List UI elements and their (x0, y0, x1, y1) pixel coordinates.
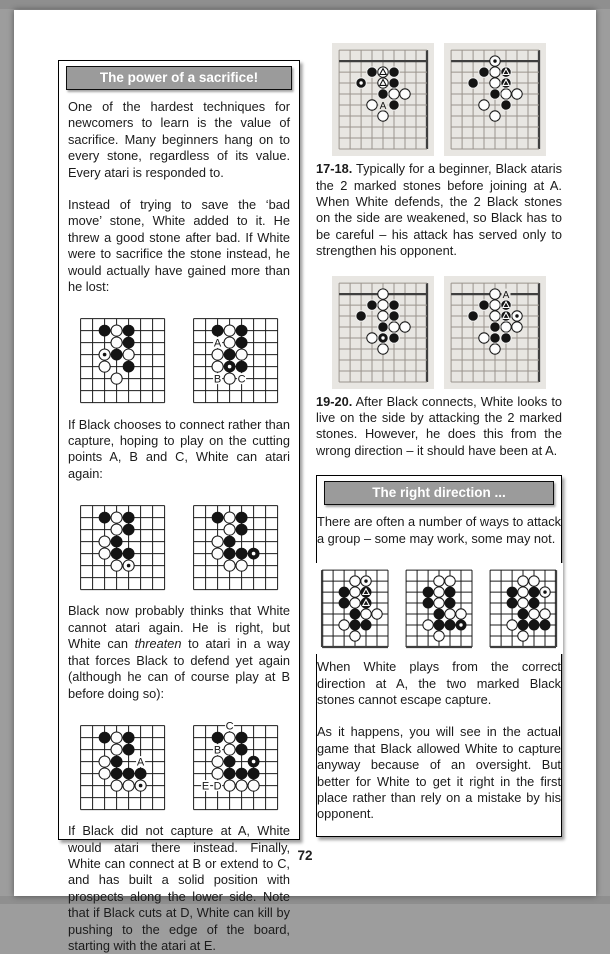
left-paragraph-3: If Black chooses to connect rather than capture, hoping to play on the cutting points A, B and C, White can atari again: (68, 416, 290, 481)
left-paragraph-4: Black now probably thinks that White cannot atari again. He is right, but White can threaten to atari in a way that forces Black to defend yet again (although he can of course play at B before doing so): (68, 603, 290, 701)
svg-text:D: D (213, 780, 222, 793)
diagram-pair-19-20 (316, 276, 562, 389)
svg-text:E: E (201, 780, 209, 793)
paragraph-17-18: 17-18. Typically for a beginner, Black ataris the 2 marked stones before joining at A. When White defends, the 2 Black stones on the side are weakened, so Black has to be careful – his attack has served only to strengthen his opponent. (316, 161, 562, 259)
left-paragraph-5: If Black did not capture at A, White would atari there instead. Finally, White can connect at B or extend to C, and has built a solid position with prospects along the lower side. Note that if Black cuts at D, White can kill by pushing to the edge of the board, starting with the atari at E. (68, 823, 290, 953)
svg-text:A: A (379, 100, 387, 112)
go-diagram-sacrifice-atari (73, 311, 172, 410)
svg-text:C: C (225, 720, 234, 733)
paragraph-19-20: 19-20. After Black connects, White looks to live on the side by attacking the 2 marked stones. However, he does this from the wrong direction – it should have been at A. (316, 393, 562, 458)
go-diagram-threat (73, 718, 172, 817)
right-box-paragraph-2: When White plays from the correct direction at A, the two marked Black stones cannot escape capture. (317, 659, 561, 707)
right-column (316, 43, 562, 837)
diagram-pair-3 (59, 718, 299, 817)
go-diagram-second-atari (73, 498, 172, 597)
book-page (14, 10, 596, 953)
diagram-pair-2 (59, 498, 299, 597)
go-diagram-move-20 (444, 276, 546, 389)
go-diagram-black-captures (186, 498, 285, 597)
svg-text:B: B (213, 744, 221, 757)
go-diagram-capture (483, 563, 563, 654)
right-box-title: The right direction ... (324, 481, 554, 505)
diagram-pair-1 (59, 311, 299, 410)
right-box-paragraph-3: As it happens, you will see in the actual game that Black allowed White to capture anyway because of an oversight. But better for White to get it right in the first place rather than rely on a mistake by his opponent. (317, 724, 561, 822)
svg-text:A: A (137, 756, 145, 769)
svg-text:A: A (213, 337, 221, 350)
diagram-pair-17-18 (316, 43, 562, 156)
svg-text:C: C (237, 373, 246, 386)
svg-text:B: B (213, 373, 221, 386)
go-diagram-escape-attempt (399, 563, 479, 654)
right-box-paragraph-1: There are often a number of ways to attack a group – some may work, some may not. (317, 514, 561, 546)
window-chrome-strip-top (0, 0, 610, 9)
go-diagram-move-19 (332, 276, 434, 389)
go-diagram-move-17 (332, 43, 434, 156)
svg-text:A: A (502, 289, 510, 301)
left-paragraph-1: One of the hardest techniques for newcomers to learn is the value of sacrifice. Many beginners hang on to every stone, regardless of its value. Every atari is responded to. (68, 99, 290, 180)
go-diagram-correct-direction (315, 563, 395, 654)
go-diagram-white-options (186, 718, 285, 817)
go-diagram-move-18 (444, 43, 546, 156)
diagram-triple (317, 563, 561, 654)
power-of-sacrifice-box (58, 60, 300, 953)
left-paragraph-2: Instead of trying to save the ‘bad move’ stone, White added to it. He threw a good stone after bad. If White were to sacrifice the stone instead, he would actually have gained more than he lost: (68, 197, 290, 295)
page-number: 72 (297, 848, 313, 863)
go-diagram-black-connects (186, 311, 285, 410)
right-direction-box (316, 475, 562, 837)
left-box-title: The power of a sacrifice! (66, 66, 292, 90)
